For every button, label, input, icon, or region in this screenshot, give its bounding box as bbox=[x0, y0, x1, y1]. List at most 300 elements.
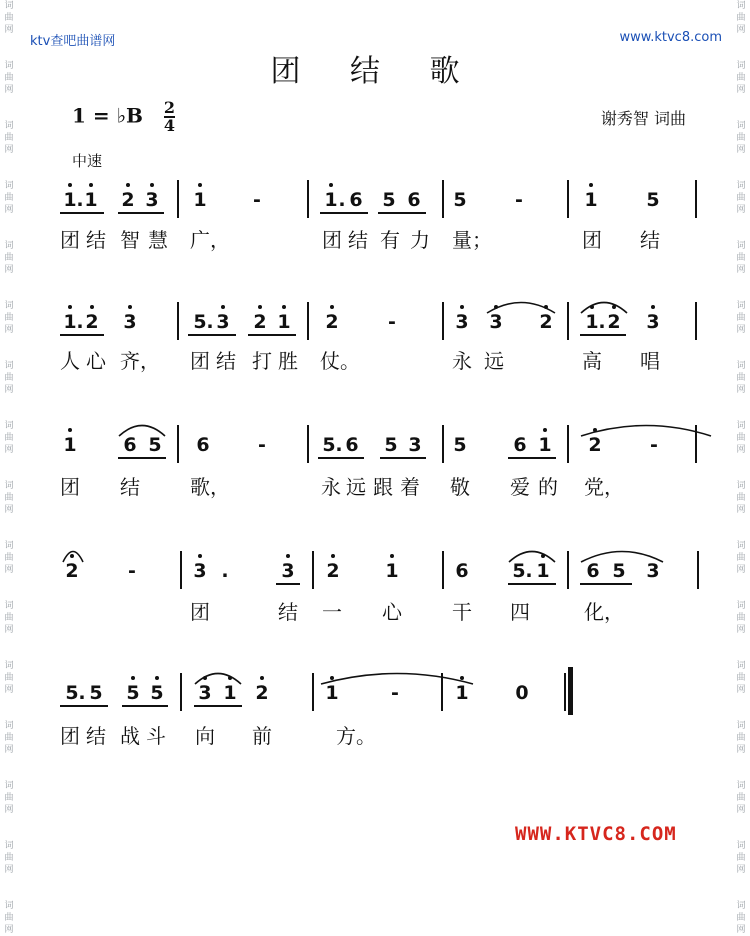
barline bbox=[180, 673, 182, 711]
note: 1 bbox=[585, 311, 599, 333]
barline bbox=[177, 425, 179, 463]
side-watermark-char: 曲 bbox=[4, 673, 14, 683]
side-watermark-char: 曲 bbox=[4, 373, 14, 383]
side-watermark-char: 词 bbox=[736, 1, 746, 11]
note: 1 bbox=[324, 189, 338, 211]
octave-dot-above bbox=[68, 305, 72, 309]
lyric-char: 高 bbox=[582, 349, 602, 373]
note: 5 bbox=[646, 189, 660, 211]
key-signature-text: 1 = ♭B bbox=[72, 103, 143, 128]
barline bbox=[442, 551, 444, 589]
note: 1 bbox=[277, 311, 291, 333]
lyric-char: 团 bbox=[60, 228, 80, 252]
time-signature-bottom: 4 bbox=[163, 116, 176, 135]
side-watermark-char: 网 bbox=[736, 325, 746, 335]
barline bbox=[307, 425, 309, 463]
side-watermark-char: 曲 bbox=[4, 133, 14, 143]
side-watermark-char: 曲 bbox=[4, 913, 14, 923]
side-watermark-char: 词 bbox=[4, 61, 14, 71]
note: . bbox=[338, 189, 346, 211]
lyric-char: 团 bbox=[60, 475, 80, 499]
side-watermark-char: 网 bbox=[4, 745, 14, 755]
side-watermark-char: 网 bbox=[4, 85, 14, 95]
lyric-char: 有 bbox=[380, 228, 400, 252]
note: 5 bbox=[453, 189, 467, 211]
note: 5 bbox=[384, 434, 398, 456]
note: . bbox=[335, 434, 343, 456]
lyric-char: 前 bbox=[252, 724, 272, 748]
note: 2 bbox=[325, 311, 339, 333]
note: - bbox=[258, 434, 266, 456]
note: 5 bbox=[126, 682, 140, 704]
side-watermark-char: 网 bbox=[4, 685, 14, 695]
note: - bbox=[391, 682, 399, 704]
octave-dot-above bbox=[390, 554, 394, 558]
lyric-char: 向 bbox=[195, 724, 215, 748]
barline bbox=[695, 302, 697, 340]
note: 5 bbox=[89, 682, 103, 704]
side-watermark-char: 词 bbox=[736, 721, 746, 731]
lyric-char: 力 bbox=[410, 228, 430, 252]
side-watermark-char: 曲 bbox=[736, 793, 746, 803]
tempo-marking: 中速 bbox=[72, 152, 103, 170]
lyric-char: 党， bbox=[584, 475, 624, 499]
side-watermark-char: 词 bbox=[736, 781, 746, 791]
octave-dot-above bbox=[198, 183, 202, 187]
lyric-char: 战 bbox=[120, 724, 140, 748]
note: 2 bbox=[85, 311, 99, 333]
beam-underline bbox=[580, 334, 626, 336]
lyric-char: 智 bbox=[120, 228, 140, 252]
side-watermark-char: 网 bbox=[736, 565, 746, 575]
side-watermark-char: 网 bbox=[736, 145, 746, 155]
lyric-char: 化， bbox=[584, 600, 624, 624]
side-watermark-char: 词 bbox=[4, 181, 14, 191]
octave-dot-above bbox=[150, 183, 154, 187]
side-watermark-char: 网 bbox=[4, 145, 14, 155]
lyric-char: 齐， bbox=[120, 349, 160, 373]
side-watermark-char: 词 bbox=[4, 901, 14, 911]
side-watermark-char: 曲 bbox=[736, 673, 746, 683]
side-watermark-char: 词 bbox=[736, 61, 746, 71]
lyric-char: 结 bbox=[216, 349, 236, 373]
note: 2 bbox=[253, 311, 267, 333]
barline bbox=[567, 425, 569, 463]
slur-arc bbox=[118, 421, 166, 437]
lyric-char: 胜 bbox=[278, 349, 298, 373]
side-watermark-char: 曲 bbox=[4, 553, 14, 563]
barline bbox=[442, 302, 444, 340]
lyric-char: 唱 bbox=[640, 349, 660, 373]
side-watermark-char: 词 bbox=[736, 181, 746, 191]
side-watermark-char: 网 bbox=[736, 805, 746, 815]
note: 1 bbox=[385, 560, 399, 582]
side-watermark-char: 词 bbox=[736, 301, 746, 311]
side-watermark-char: 曲 bbox=[4, 793, 14, 803]
octave-dot-above bbox=[89, 183, 93, 187]
side-watermark-char: 词 bbox=[4, 121, 14, 131]
note: 1 bbox=[536, 560, 550, 582]
lyric-char: 永 bbox=[321, 475, 341, 499]
side-watermark-char: 词 bbox=[4, 481, 14, 491]
lyric-char: 方。 bbox=[336, 724, 376, 748]
side-watermark-char: 词 bbox=[736, 601, 746, 611]
note: 6 bbox=[513, 434, 527, 456]
side-watermark-char: 曲 bbox=[4, 853, 14, 863]
side-watermark-char: 词 bbox=[736, 421, 746, 431]
side-watermark-char: 词 bbox=[4, 721, 14, 731]
side-watermark-char: 曲 bbox=[4, 733, 14, 743]
beam-underline bbox=[508, 583, 556, 585]
side-watermark-char: 网 bbox=[736, 865, 746, 875]
note: . bbox=[78, 682, 86, 704]
side-watermark-char: 曲 bbox=[4, 313, 14, 323]
side-watermark-char: 网 bbox=[4, 205, 14, 215]
note: 2 bbox=[607, 311, 621, 333]
side-watermark-char: 曲 bbox=[4, 13, 14, 23]
octave-dot-above bbox=[651, 305, 655, 309]
note: - bbox=[128, 560, 136, 582]
side-watermark-char: 词 bbox=[736, 121, 746, 131]
note: 6 bbox=[455, 560, 469, 582]
note: 6 bbox=[349, 189, 363, 211]
note: 2 bbox=[588, 434, 602, 456]
side-watermark-char: 网 bbox=[736, 445, 746, 455]
time-signature-top: 2 bbox=[163, 98, 176, 117]
note: 6 bbox=[407, 189, 421, 211]
note: 2 bbox=[326, 560, 340, 582]
beam-underline bbox=[118, 212, 164, 214]
note: 5 bbox=[322, 434, 336, 456]
lyric-char: 敬 bbox=[450, 475, 470, 499]
site-url-right: www.ktvc8.com bbox=[619, 30, 722, 45]
octave-dot-above bbox=[329, 183, 333, 187]
note: - bbox=[253, 189, 261, 211]
site-name-left: ktv查吧曲谱网 bbox=[30, 34, 116, 49]
note: 0 bbox=[515, 682, 529, 704]
side-watermark-char: 曲 bbox=[4, 433, 14, 443]
note: 3 bbox=[646, 311, 660, 333]
barline bbox=[177, 180, 179, 218]
note: 3 bbox=[455, 311, 469, 333]
side-watermark-char: 词 bbox=[736, 241, 746, 251]
side-watermark-char: 网 bbox=[4, 25, 14, 35]
note: 3 bbox=[408, 434, 422, 456]
beam-underline bbox=[188, 334, 236, 336]
side-watermark-char: 网 bbox=[4, 505, 14, 515]
lyric-char: 干 bbox=[452, 600, 472, 624]
octave-dot-above bbox=[68, 428, 72, 432]
octave-dot-above bbox=[543, 428, 547, 432]
note: 2 bbox=[65, 560, 79, 582]
right-watermark-strip bbox=[734, 0, 748, 935]
beam-underline bbox=[248, 334, 296, 336]
note: . bbox=[206, 311, 214, 333]
note: 5 bbox=[65, 682, 79, 704]
octave-dot-above bbox=[221, 305, 225, 309]
beam-underline bbox=[194, 705, 242, 707]
octave-dot-above bbox=[286, 554, 290, 558]
note: 5 bbox=[150, 682, 164, 704]
side-watermark-char: 词 bbox=[736, 901, 746, 911]
side-watermark-char: 曲 bbox=[736, 13, 746, 23]
side-watermark-char: 网 bbox=[736, 385, 746, 395]
octave-dot-above bbox=[260, 676, 264, 680]
lyric-char: 歌， bbox=[190, 475, 230, 499]
key-signature bbox=[72, 100, 175, 134]
note: 3 bbox=[489, 311, 503, 333]
note: 5 bbox=[512, 560, 526, 582]
note: 6 bbox=[196, 434, 210, 456]
beam-underline bbox=[276, 583, 300, 585]
side-watermark-char: 网 bbox=[4, 325, 14, 335]
side-watermark-char: 词 bbox=[4, 361, 14, 371]
lyric-char: 远 bbox=[346, 475, 366, 499]
lyric-char: 结 bbox=[86, 228, 106, 252]
slur-arc bbox=[580, 298, 628, 314]
footer-logo bbox=[515, 820, 725, 846]
barline bbox=[307, 180, 309, 218]
octave-dot-above bbox=[68, 183, 72, 187]
barline bbox=[312, 673, 314, 711]
note: 1 bbox=[325, 682, 339, 704]
side-watermark-char: 曲 bbox=[736, 913, 746, 923]
lyric-char: 慧 bbox=[148, 228, 168, 252]
lyric-char: 结 bbox=[86, 724, 106, 748]
beam-underline bbox=[380, 457, 426, 459]
beam-underline bbox=[118, 457, 166, 459]
side-watermark-char: 词 bbox=[4, 601, 14, 611]
beam-underline bbox=[580, 583, 632, 585]
lyric-char: 跟 bbox=[373, 475, 393, 499]
author-credits: 谢秀智 词曲 bbox=[600, 109, 686, 128]
side-watermark-char: 曲 bbox=[736, 613, 746, 623]
lyric-char: 永 bbox=[452, 349, 472, 373]
lyric-char: 一 bbox=[322, 600, 342, 624]
lyric-char: 仗。 bbox=[320, 349, 360, 373]
side-watermark-char: 词 bbox=[4, 1, 14, 11]
note: 3 bbox=[193, 560, 207, 582]
note: - bbox=[650, 434, 658, 456]
octave-dot-above bbox=[90, 305, 94, 309]
side-watermark-char: 曲 bbox=[736, 133, 746, 143]
final-barline bbox=[568, 667, 573, 715]
side-watermark-char: 网 bbox=[4, 565, 14, 575]
side-watermark-char: 曲 bbox=[736, 553, 746, 563]
beam-underline bbox=[60, 334, 104, 336]
beam-underline bbox=[122, 705, 168, 707]
side-watermark-char: 曲 bbox=[736, 313, 746, 323]
note: . bbox=[525, 560, 533, 582]
beam-underline bbox=[318, 457, 364, 459]
side-watermark-char: 网 bbox=[736, 265, 746, 275]
side-watermark-char: 曲 bbox=[736, 853, 746, 863]
lyric-char: 量； bbox=[452, 228, 492, 252]
barline bbox=[564, 673, 566, 711]
octave-dot-above bbox=[330, 305, 334, 309]
barline bbox=[567, 302, 569, 340]
side-watermark-char: 网 bbox=[736, 25, 746, 35]
side-watermark-char: 曲 bbox=[736, 193, 746, 203]
barline bbox=[180, 551, 182, 589]
note: 5 bbox=[193, 311, 207, 333]
lyric-char: 结 bbox=[348, 228, 368, 252]
note: 3 bbox=[281, 560, 295, 582]
side-watermark-char: 曲 bbox=[736, 493, 746, 503]
note: . bbox=[76, 189, 84, 211]
beam-underline bbox=[320, 212, 368, 214]
slur-arc bbox=[508, 547, 556, 563]
barline bbox=[442, 180, 444, 218]
lyric-char: 团 bbox=[322, 228, 342, 252]
slur-arc bbox=[62, 547, 84, 563]
side-watermark-char: 词 bbox=[4, 661, 14, 671]
side-watermark-char: 网 bbox=[736, 205, 746, 215]
side-watermark-char: 词 bbox=[4, 421, 14, 431]
side-watermark-char: 网 bbox=[4, 805, 14, 815]
note: . bbox=[76, 311, 84, 333]
song-title: 团 结 歌 bbox=[270, 54, 480, 89]
octave-dot-above bbox=[331, 554, 335, 558]
side-watermark-char: 词 bbox=[4, 841, 14, 851]
lyric-char: 结 bbox=[278, 600, 298, 624]
lyric-char: 团 bbox=[190, 600, 210, 624]
side-watermark-char: 曲 bbox=[4, 193, 14, 203]
side-watermark-char: 网 bbox=[4, 445, 14, 455]
side-watermark-char: 网 bbox=[4, 265, 14, 275]
side-watermark-char: 词 bbox=[4, 781, 14, 791]
barline bbox=[177, 302, 179, 340]
side-watermark-char: 曲 bbox=[736, 433, 746, 443]
lyric-char: 着 bbox=[400, 475, 420, 499]
side-watermark-char: 网 bbox=[736, 505, 746, 515]
note: 3 bbox=[216, 311, 230, 333]
note: 2 bbox=[539, 311, 553, 333]
octave-dot-above bbox=[258, 305, 262, 309]
lyric-char: 心 bbox=[382, 600, 402, 624]
octave-dot-above bbox=[460, 305, 464, 309]
barline bbox=[567, 180, 569, 218]
note: 3 bbox=[646, 560, 660, 582]
note: . bbox=[598, 311, 606, 333]
note: 6 bbox=[123, 434, 137, 456]
left-watermark-strip bbox=[2, 0, 16, 935]
octave-dot-above bbox=[126, 183, 130, 187]
lyric-char: 团 bbox=[60, 724, 80, 748]
note: 5 bbox=[148, 434, 162, 456]
octave-dot-above bbox=[198, 554, 202, 558]
slur-arc bbox=[194, 669, 242, 685]
note: 2 bbox=[255, 682, 269, 704]
note: 6 bbox=[345, 434, 359, 456]
side-watermark-char: 网 bbox=[736, 685, 746, 695]
slur-arc bbox=[320, 669, 474, 685]
slur-arc bbox=[580, 421, 712, 437]
note: - bbox=[388, 311, 396, 333]
slur-arc bbox=[580, 547, 664, 563]
lyric-char: 团 bbox=[190, 349, 210, 373]
side-watermark-char: 词 bbox=[736, 481, 746, 491]
note: 2 bbox=[121, 189, 135, 211]
side-watermark-char: 网 bbox=[4, 385, 14, 395]
barline bbox=[697, 551, 699, 589]
side-watermark-char: 词 bbox=[4, 241, 14, 251]
side-watermark-char: 词 bbox=[736, 361, 746, 371]
side-watermark-char: 网 bbox=[736, 625, 746, 635]
side-watermark-char: 曲 bbox=[736, 733, 746, 743]
lyric-char: 心 bbox=[86, 349, 106, 373]
lyric-char: 远 bbox=[484, 349, 504, 373]
note: - bbox=[515, 189, 523, 211]
side-watermark-char: 网 bbox=[4, 625, 14, 635]
beam-underline bbox=[60, 212, 104, 214]
barline bbox=[307, 302, 309, 340]
octave-dot-above bbox=[131, 676, 135, 680]
lyric-char: 打 bbox=[252, 349, 272, 373]
barline bbox=[442, 425, 444, 463]
lyric-char: 广， bbox=[190, 228, 230, 252]
footer-logo-text: WWW.KTVC8.COM bbox=[515, 823, 677, 845]
lyric-char: 四 bbox=[510, 600, 530, 624]
note: 1 bbox=[63, 311, 77, 333]
barline bbox=[695, 180, 697, 218]
note: 1 bbox=[193, 189, 207, 211]
side-watermark-char: 网 bbox=[736, 925, 746, 935]
note: 1 bbox=[538, 434, 552, 456]
side-watermark-char: 网 bbox=[4, 865, 14, 875]
side-watermark-char: 曲 bbox=[736, 73, 746, 83]
side-watermark-char: 网 bbox=[736, 85, 746, 95]
lyric-char: 结 bbox=[120, 475, 140, 499]
side-watermark-char: 词 bbox=[4, 301, 14, 311]
note: 3 bbox=[198, 682, 212, 704]
note: 1 bbox=[63, 434, 77, 456]
beam-underline bbox=[60, 705, 108, 707]
octave-dot-above bbox=[155, 676, 159, 680]
side-watermark-char: 词 bbox=[736, 661, 746, 671]
lyric-char: 团 bbox=[582, 228, 602, 252]
note: 6 bbox=[586, 560, 600, 582]
side-watermark-char: 词 bbox=[736, 841, 746, 851]
barline bbox=[312, 551, 314, 589]
side-watermark-char: 曲 bbox=[4, 253, 14, 263]
note: 3 bbox=[145, 189, 159, 211]
note: . bbox=[221, 560, 229, 582]
barline bbox=[567, 551, 569, 589]
side-watermark-char: 曲 bbox=[736, 373, 746, 383]
lyric-char: 爱 bbox=[510, 475, 530, 499]
note: 5 bbox=[612, 560, 626, 582]
note: 3 bbox=[123, 311, 137, 333]
lyric-char: 的 bbox=[538, 475, 558, 499]
slur-arc bbox=[486, 298, 556, 314]
side-watermark-char: 曲 bbox=[4, 493, 14, 503]
side-watermark-char: 网 bbox=[736, 745, 746, 755]
octave-dot-above bbox=[282, 305, 286, 309]
note: 1 bbox=[84, 189, 98, 211]
side-watermark-char: 词 bbox=[736, 541, 746, 551]
side-watermark-char: 曲 bbox=[4, 613, 14, 623]
note: 1 bbox=[63, 189, 77, 211]
side-watermark-char: 词 bbox=[4, 541, 14, 551]
octave-dot-above bbox=[128, 305, 132, 309]
lyric-char: 斗 bbox=[146, 724, 166, 748]
side-watermark-char: 网 bbox=[4, 925, 14, 935]
note: 5 bbox=[382, 189, 396, 211]
time-signature bbox=[164, 100, 175, 134]
note: 5 bbox=[453, 434, 467, 456]
beam-underline bbox=[378, 212, 426, 214]
